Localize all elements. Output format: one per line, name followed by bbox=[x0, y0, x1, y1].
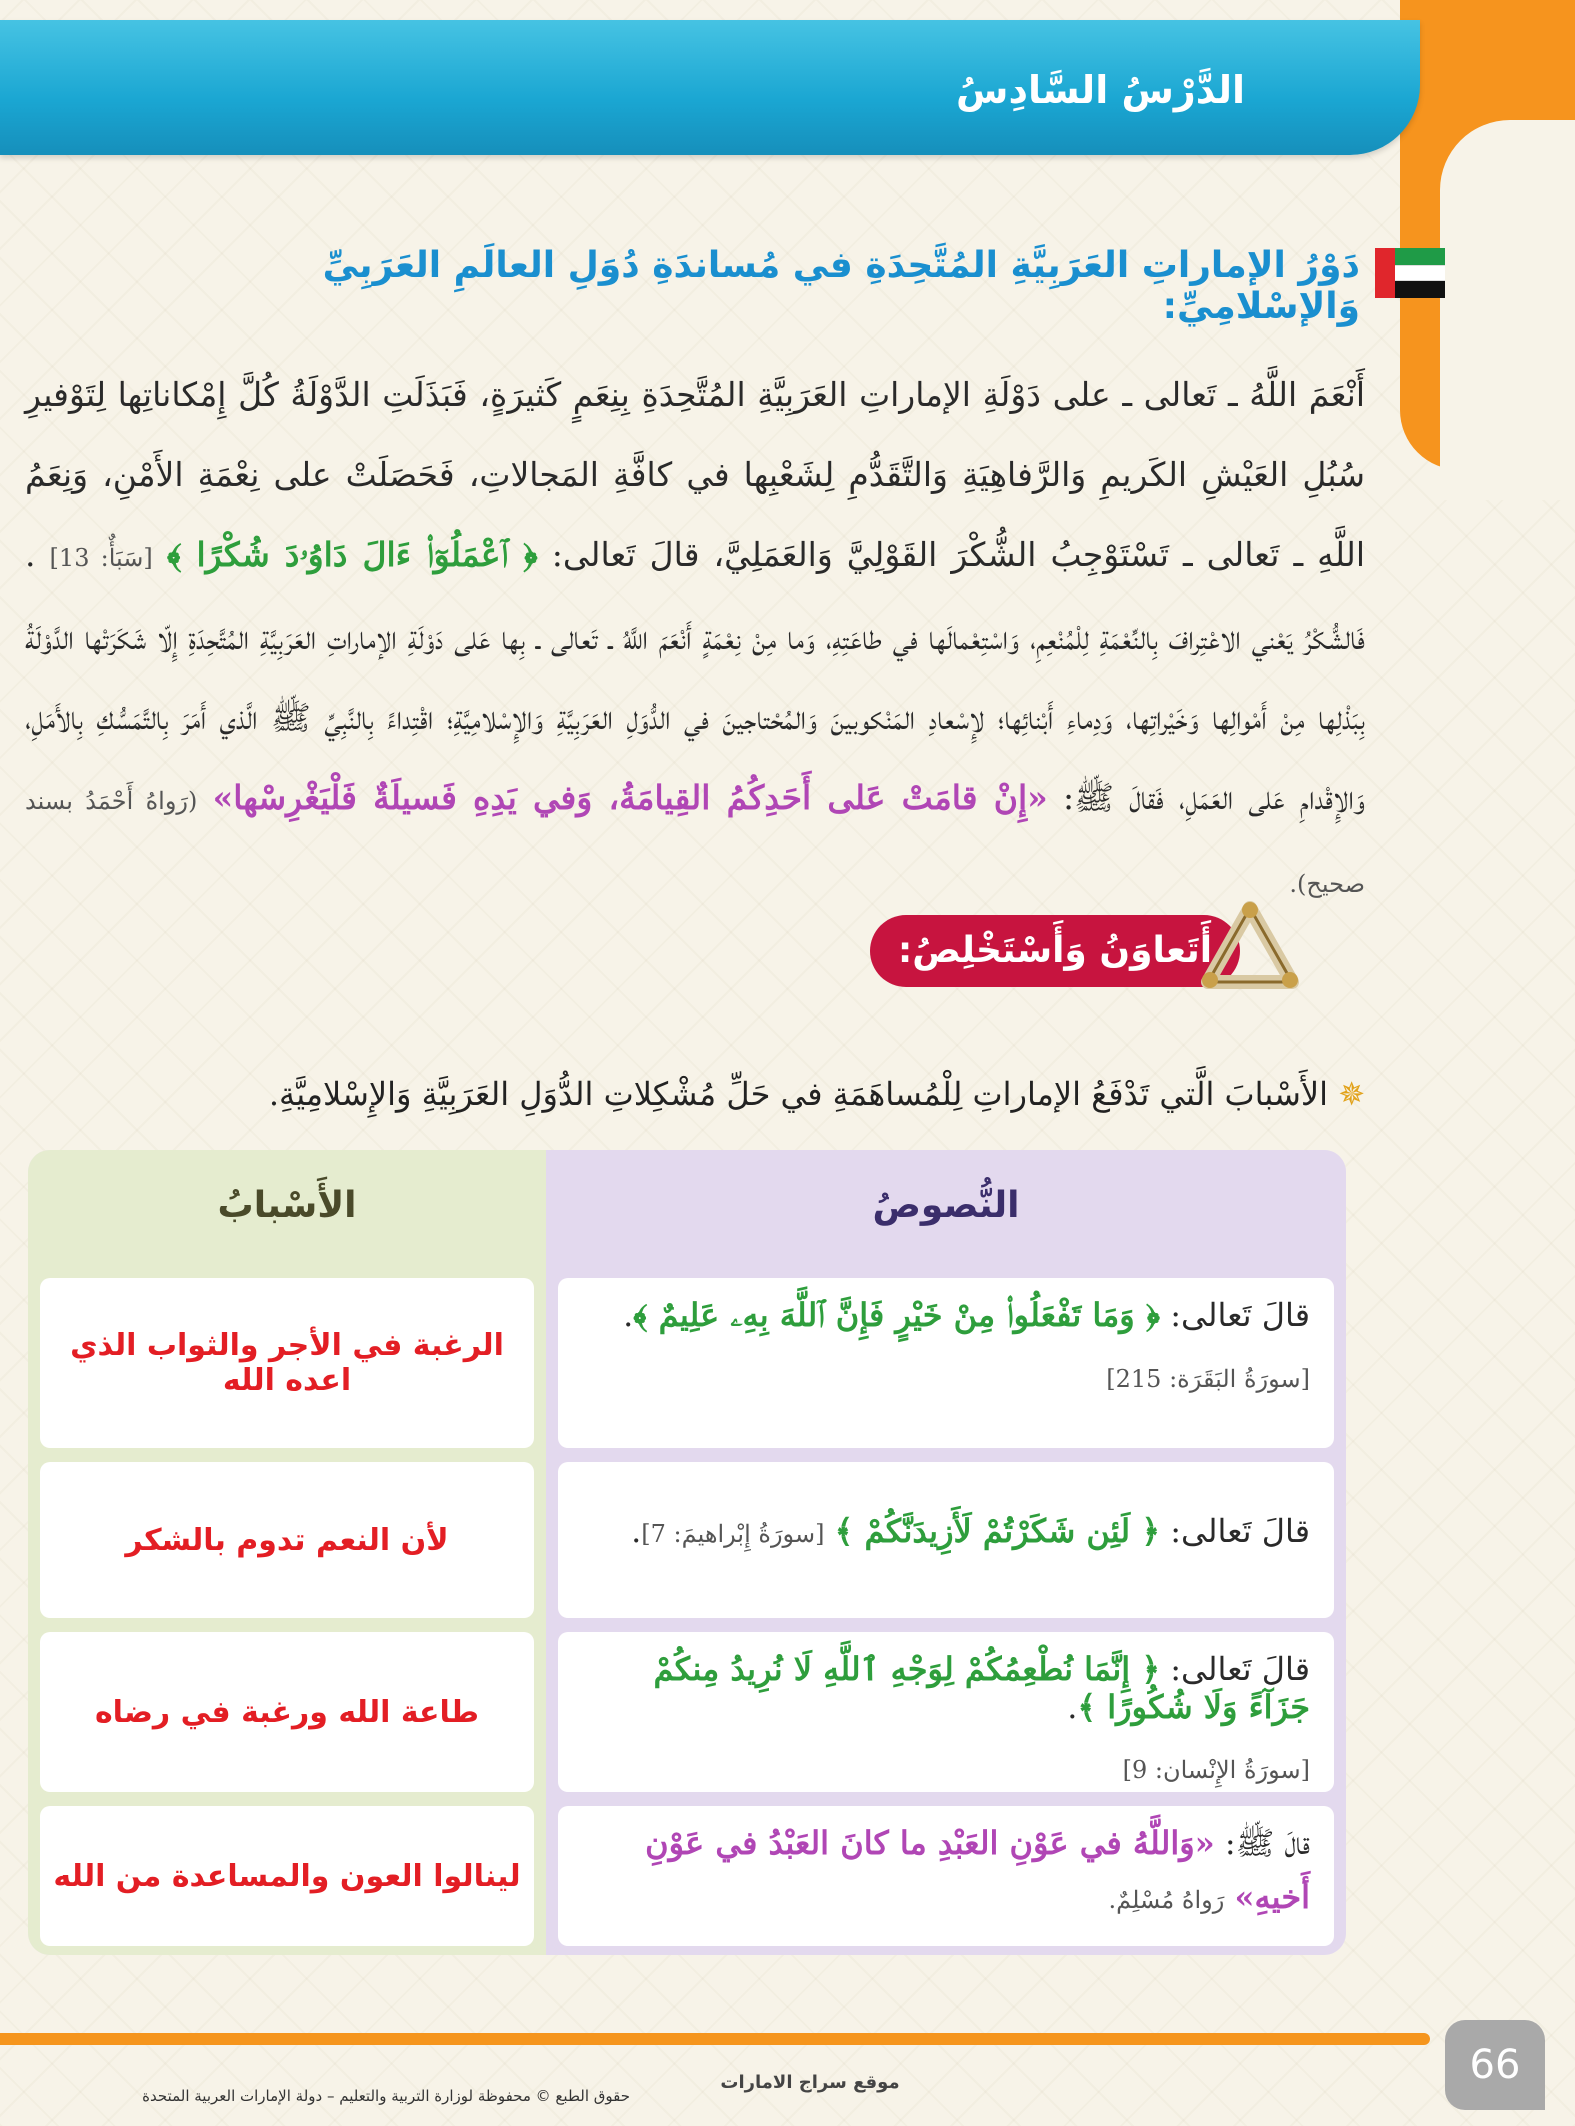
text-cell bbox=[558, 1462, 1334, 1618]
section-heading: دَوْرُ الإماراتِ العَرَبِيَّةِ المُتَّحِدَةِ في مُساندَةِ دُوَلِ العالَمِ العَرَبِيِّ وَالإسْلامِيِّ: bbox=[322, 245, 1360, 327]
footer-copyright: حقوق الطبع © محفوظة لوزارة التربية والتعليم – دولة الإمارات العربية المتحدة bbox=[142, 2087, 630, 2105]
text-cell bbox=[558, 1632, 1334, 1792]
text-suffix: . bbox=[631, 1512, 642, 1550]
quran-verse: ﴿ لَئِن شَكَرْتُمْ لَأَزِيدَنَّكُمْ ﴾ bbox=[834, 1512, 1161, 1550]
footer-site: موقع سراج الامارات bbox=[720, 2072, 900, 2093]
hadith-reference: (رَواهُ أَحْمَدُ بسند صحيح). bbox=[25, 787, 1365, 898]
text-prefix: قالَ تَعالى: bbox=[1160, 1296, 1310, 1334]
quran-reference: [سورَةُ البَقَرَة: 215] bbox=[1106, 1365, 1310, 1393]
reason-cell bbox=[40, 1632, 534, 1792]
collaboration-triangle-icon bbox=[1200, 900, 1300, 1000]
reason-cell bbox=[40, 1806, 534, 1946]
text-suffix: . bbox=[1067, 1688, 1078, 1726]
footer-divider bbox=[0, 2033, 1430, 2045]
quran-verse: ﴿ إِنَّمَا نُطْعِمُكُمْ لِوَجْهِ ٱللَّهِ لَا نُرِيدُ مِنكُمْ جَزَآءً وَلَا شُكُورًا ﴾ bbox=[653, 1650, 1310, 1726]
header-reasons: الأَسْبابُ bbox=[217, 1185, 357, 1226]
activity-question bbox=[165, 1075, 1365, 1113]
star-bullet-icon: ✵ bbox=[1338, 1075, 1365, 1113]
body-text-part1: أَنْعَمَ اللَّهُ ـ تَعالى ـ على دَوْلَةِ الإماراتِ العَرَبِيَّةِ المُتَّحِدَةِ بِنِعَمٍ كَثيرَةٍ، فَبَذَلَتِ الدَّوْلَةُ كُلَّ إِمْكاناتِها لِتَوْفيرِ سُبُلِ العَيْشِ الكَريمِ وَالرَّفاهِيَةِ وَالتَّقَدُّمِ لِشَعْبِها في كافَّةِ المَجالاتِ، فَحَصَلَتْ على نِعْمَةِ الأَمْنِ، وَنِعَمُ اللَّهِ ـ تَعالى ـ تَسْتَوْجِبُ الشُّكْرَ القَوْلِيَّ وَالعَمَلِيَّ، قالَ تَعالى: bbox=[25, 375, 1365, 574]
activity-question-text: الأَسْبابَ الَّتي تَدْفَعُ الإماراتِ لِلْمُساهَمَةِ في حَلِّ مُشْكِلاتِ الدُّوَلِ العَرَبِيَّةِ وَالإِسْلامِيَّةِ. bbox=[268, 1075, 1329, 1113]
quran-reference: [سَبَأٌ: 13] bbox=[49, 544, 153, 572]
reason-answer: لأن النعم تدوم بالشكر bbox=[125, 1522, 449, 1558]
body-text-part2: . فَالشُّكْرُ يَعْني الاعْتِرافَ بِالنِّعْمَةِ لِلْمُنْعِمِ، وَاسْتِعْمالَها في طاعَتِهِ، وَما مِنْ نِعْمَةٍ أَنْعَمَ اللَّهُ ـ تَعالى ـ بِها عَلى دَوْلَةِ الإماراتِ العَرَبِيَّةِ المُتَّحِدَةِ إِلّا شَكَرَتْها الدَّوْلَةُ بِبَذْلِها مِنْ أَمْوالِها وَخَيْراتِها، وَدِماءِ أَبْنائِها؛ لإِسْعادِ المَنْكوبينَ وَالمُحْتاجينَ في الدُّوَلِ العَرَبِيَّةِ وَالإِسْلامِيَّةِ؛ اقْتِداءً بِالنَّبِيِّ ﷺ الَّذي أَمَرَ بِالتَّمَسُّكِ بِالأَمَلِ، وَالإِقْدامِ عَلى العَمَلِ، فَقالَ ﷺ: bbox=[25, 535, 1365, 817]
activity-badge bbox=[870, 900, 1290, 1010]
quran-verse: ﴿ ٱعْمَلُوٓا۟ ءَالَ دَاوُۥدَ شُكْرًا ﴾ bbox=[166, 535, 538, 574]
body-paragraph bbox=[25, 355, 1365, 924]
reason-answer: طاعة الله ورغبة في رضاه bbox=[94, 1694, 480, 1730]
text-suffix: . bbox=[623, 1296, 634, 1334]
reason-cell bbox=[40, 1278, 534, 1448]
quran-reference: [سورَةُ إِبْراهيمَ: 7] bbox=[641, 1520, 825, 1548]
hadith-quote: «وَاللَّهُ في عَوْنِ العَبْدِ ما كانَ العَبْدُ في عَوْنِ أَخيهِ» bbox=[645, 1824, 1310, 1916]
text-prefix: قالَ تَعالى: bbox=[1160, 1512, 1310, 1550]
corner-decoration-cut bbox=[1440, 120, 1575, 500]
text-cell bbox=[558, 1278, 1334, 1448]
lesson-title: الدَّرْسُ السَّادِسُ bbox=[956, 68, 1245, 112]
quran-reference: [سورَةُ الإِنْسان: 9] bbox=[1122, 1756, 1310, 1784]
quran-verse: ﴿ وَمَا تَفْعَلُوا۟ مِنْ خَيْرٍ فَإِنَّ ٱللَّهَ بِهِۦ عَلِيمٌ ﴾ bbox=[633, 1296, 1161, 1334]
text-cell bbox=[558, 1806, 1334, 1946]
text-prefix: قالَ ﷺ: bbox=[1214, 1824, 1310, 1862]
activity-badge-label: أَتَعاوَنُ وَأَسْتَخْلِصُ: bbox=[870, 915, 1240, 987]
hadith-quote: «إِنْ قامَتْ عَلى أَحَدِكُمُ القِيامَةُ، وَفي يَدِهِ فَسيلَةٌ فَلْيَغْرِسْها» bbox=[212, 778, 1048, 817]
text-prefix: قالَ تَعالى: bbox=[1160, 1650, 1310, 1688]
hadith-reference: رَواهُ مُسْلِمٌ. bbox=[1108, 1886, 1225, 1914]
page-number: 66 bbox=[1445, 2020, 1545, 2110]
reason-answer: الرغبة في الأجر والثواب الذي اعده الله bbox=[70, 1328, 504, 1398]
header-texts: النُّصوصُ bbox=[872, 1185, 1020, 1226]
reason-cell bbox=[40, 1462, 534, 1618]
reasons-table bbox=[28, 1150, 1346, 1955]
uae-flag-icon bbox=[1375, 248, 1445, 298]
reason-answer: لينالوا العون والمساعدة من الله bbox=[53, 1858, 521, 1894]
